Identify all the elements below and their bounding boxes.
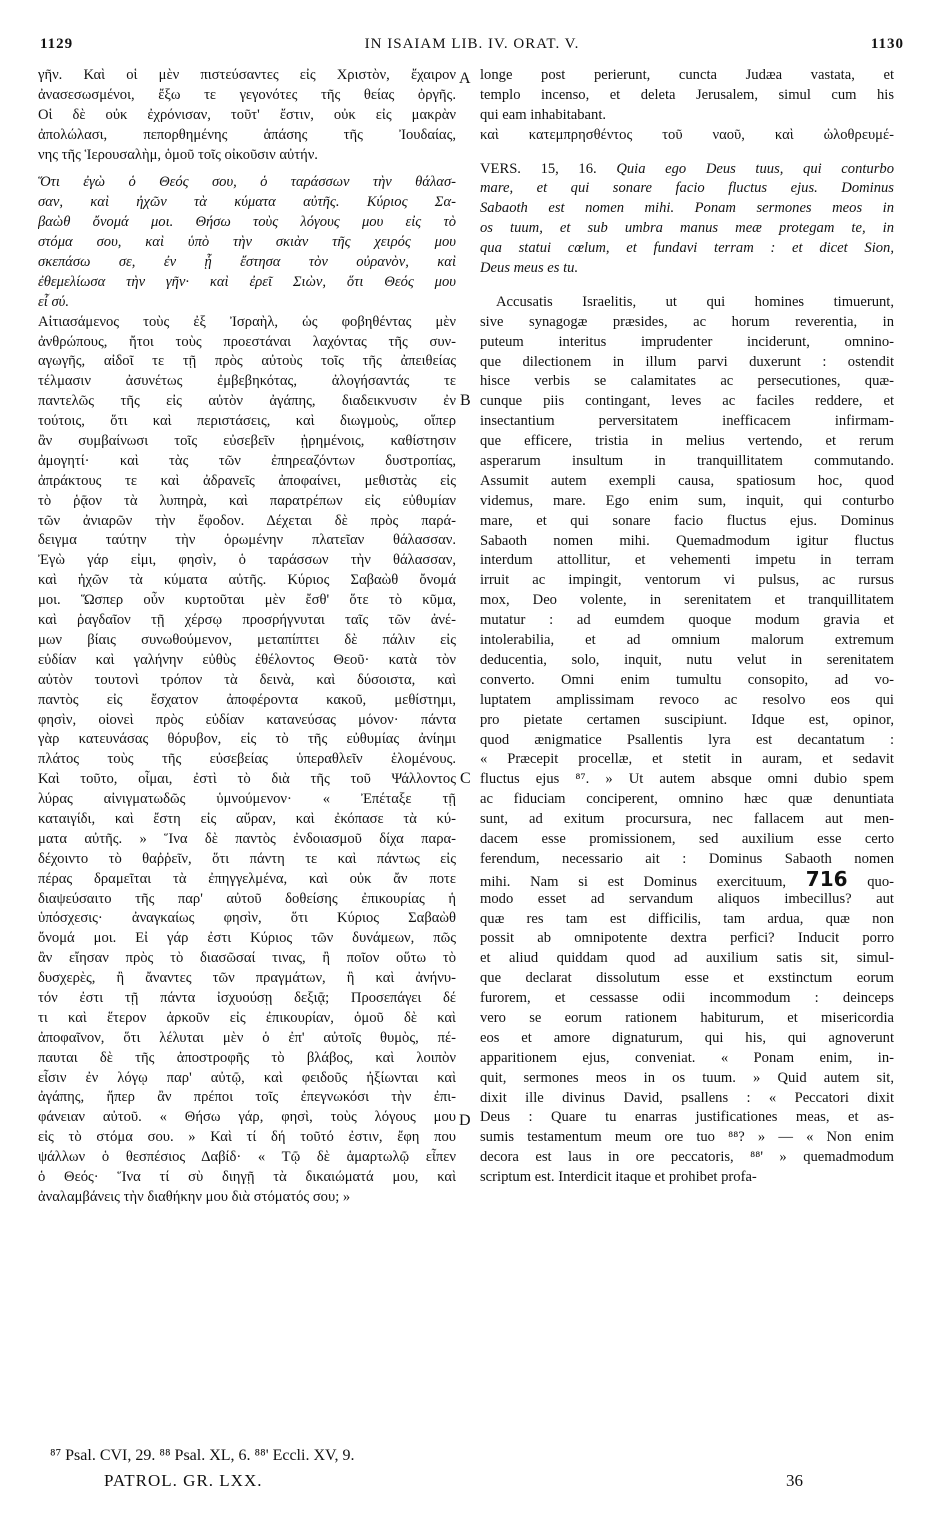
greek-line: στόμα σου, καὶ ὑπὸ τὴν σκιὰν τῆς χειρός μου xyxy=(38,234,456,251)
greek-line: ἀποφαῖνον, ὅτι λέλυται μὲν ὁ ἐπ' αὐτοῖς θυμὸς, πέ- xyxy=(38,1029,456,1046)
margin-marker-b: B xyxy=(460,392,471,409)
latin-body-line: possit ab omnipotente dextra perfici? Inducit porro xyxy=(480,930,894,947)
greek-line: δειγμα ταύτην τὴν ὁρωμένην πλατεῖαν θάλασσαν. xyxy=(38,532,456,549)
greek-line: εἶσιν ἐν λόγῳ παρ' αὐτῷ, καὶ φειδοῦς ἠξίωνται καὶ xyxy=(38,1069,456,1086)
greek-line: ψάλλων ὁ θεσπέσιος Δαβίδ· « Τῷ δὲ ἁμαρτωλῷ εἶπεν xyxy=(38,1149,456,1166)
greek-line: ἀνασεσωσμένοι, ἔξω τε γεγονότες τῆς θείας ὀργῆς. xyxy=(38,86,456,103)
greek-line: ἂν συμβαίνωσι τοῖς εὐσεβεῖν ᾑρημένοις, καθίστησιν xyxy=(38,433,456,450)
latin-body-line: et aliud quiddam quod ad auxilium satis sit, simul- xyxy=(480,950,894,967)
latin-body-line: sunt, ad exitum procursura, nec fallacem aut men- xyxy=(480,811,894,828)
greek-line: δέχοιντο τὸ θαῤῥεῖν, ὅτι πάντη τε καὶ πάντως εἰς xyxy=(38,850,456,867)
greek-line: ἀπράκτους τε καὶ ἀδρανεῖς ἀποφαίνει, μεθιστὰς εἰς xyxy=(38,472,456,489)
greek-line: εἰς τὸ στόμα σου. » Καὶ τί δή τοῦτό ἐστιν, ἔφη που xyxy=(38,1129,456,1146)
footnotes: ⁸⁷ Psal. CVI, 29. ⁸⁸ Psal. XL, 6. ⁸⁸' Eccli. XV, 9. xyxy=(50,1447,355,1464)
verse-text: Quia ego Deus tuus, qui conturbo xyxy=(616,160,894,177)
latin-body-line: quod ænigmatice Psallentis lyra est decantatum : xyxy=(480,731,894,748)
greek-line: πλάτος τοὺς τῆς εὐσεβείας ὑπεραθλεῖν ἑλομένους. xyxy=(38,751,456,768)
latin-body-line: converto. Omni enim tumultu consopito, ad vo- xyxy=(480,671,894,688)
greek-line: παντελῶς τῆς εἰς αὐτὸν ἀγάπης, διαδεικνυσιν ἐν xyxy=(38,393,456,410)
signature-mark: 36 xyxy=(786,1471,803,1490)
running-header xyxy=(40,36,904,62)
greek-line: πέρας δραμεῖται τὰ ἐπηγγελμένα, καὶ οὐκ ἄν ποτε xyxy=(38,870,456,887)
latin-verse-line: Sabaoth est nomen mihi. Ponam sermones meos in xyxy=(480,200,894,217)
greek-line: μοι. Ὥσπερ οὖν κυρτοῦται μὲν ἔσθ' ὅτε τὸ κῦμα, xyxy=(38,592,456,609)
latin-body-line: deducentia, solo, inquit, nutu velut in serenitatem xyxy=(480,651,894,668)
greek-line: ὁ Θεός· Ἵνα τί σὺ διηγῇ τὰ δικαιώματά μου, καὶ xyxy=(38,1168,456,1185)
greek-line: ὄνομά μοι. Εἰ γάρ ἐστι Κύριος τῶν δυνάμεων, πῶς xyxy=(38,930,456,947)
latin-body-line: Assumit autem exempli causa, spatiosum hoc, quod xyxy=(480,472,894,489)
latin-body-line: interdum attollitur, et vehementi impetu in terram xyxy=(480,552,894,569)
latin-body-line: quit, sermones meos in os tuum. » Quid autem sit, xyxy=(480,1069,894,1086)
latin-body-line: sive synagogæ præsides, ac horum reverentia, in xyxy=(480,313,894,330)
greek-line: μων βίαις συνωθούμενον, μεταπίπτει δὲ πάλιν εἰς xyxy=(38,631,456,648)
column-number: 716 xyxy=(805,869,848,890)
latin-intro-line: καὶ κατεμπρησθέντος τοῦ ναοῦ, καὶ ὠλοθρευμέ- xyxy=(480,126,894,143)
greek-line: ἀπολώλασι, πεπορθημένης ἁπάσης τῆς Ἰουδαίας, xyxy=(38,126,456,143)
series-label: PATROL. GR. LXX. xyxy=(104,1471,263,1490)
spacer xyxy=(480,146,894,160)
greek-line: ἀναλαμβάνεις τὴν διαθήκην μου διὰ στόματός σου; » xyxy=(38,1188,351,1205)
greek-line: παυται δὲ τῆς ἀποστροφῆς τὸ βλάβος, καὶ λοιπὸν xyxy=(38,1049,456,1066)
margin-marker-c: C xyxy=(460,770,471,787)
latin-body-line: ac fiduciam conciperent, omnino hæc quæ denuntiata xyxy=(480,791,894,808)
latin-body-line: modo esset ad servandum aliquos imbecillus? aut xyxy=(480,890,894,907)
latin-body-line: Deus : Quare tu enarras justificationes meas, et as- xyxy=(480,1109,894,1126)
margin-marker-d: D xyxy=(459,1112,471,1129)
greek-line: ἀμογητί· καὶ τὰς τῶν ἐπηρεαζόντων δυστροπίας, xyxy=(38,452,456,469)
greek-line: ματα αὐτῆς. » Ἵνα δὲ παντὸς ἐνδοιασμοῦ δίχα παρα- xyxy=(38,830,456,847)
greek-line: αγωγῆς, αἰδοῖ τε τῇ πρὸς αὐτοὺς τοῖς τῆς ἀπειθείας xyxy=(38,353,456,370)
greek-line: γὰρ κατευνάσας θόρυβον, εἰς τὸ τῆς εὐθυμίας ἀνίημι xyxy=(38,731,456,748)
latin-body-line: que declarat dissolutum esse et exstinctum eorum xyxy=(480,970,894,987)
greek-line: καταιγίδι, καὶ ἔστη εἰς αὔραν, καὶ ἐκόπασε τὰ κύ- xyxy=(38,810,456,827)
greek-line: ἂν εἴησαν πρὸς τὸ διασῶσαί τινας, ἢ ποῖον οὕτω τὸ xyxy=(38,950,456,967)
greek-line: εἶ σύ. xyxy=(38,293,69,310)
latin-body-line: irruit ac impingit, ventorum vi pulsus, ac rursus xyxy=(480,572,894,589)
latin-body-line: vero se eorum rationem habiturum, et misericordia xyxy=(480,1009,894,1026)
latin-body-line: puteum interitus imprudenter inciderunt, omnino- xyxy=(480,333,894,350)
greek-line: ἐθεμελίωσα τὴν γῆν· καὶ ἐρεῖ Σιὼν, ὅτι Θεός μου xyxy=(38,273,456,290)
latin-body-line: scriptum est. Interdicit itaque et prohibet profa- xyxy=(480,1169,757,1186)
latin-body-line: ferendum, necessario ait : Dominus Sabaoth nomen xyxy=(480,850,894,867)
latin-body-line: luptatem amplissimam revoco ac resolvo eos qui xyxy=(480,691,894,708)
greek-line: τι καὶ ἕτερον ἀρκοῦν εἰς ἐπικουρίαν, ὁμοῦ δὲ καὶ xyxy=(38,1009,456,1026)
latin-body-line: insectantium perversitatem inefficacem infirmam- xyxy=(480,413,894,430)
greek-line: τόν ἐστι τῇ πάντα ἰσχυούσῃ δεξιᾷ; Προσεπάγει δέ xyxy=(38,989,456,1006)
spacer xyxy=(480,279,894,293)
greek-line: φάνειαν αὐτοῦ. « Θήσω γάρ, φησὶ, τοὺς λόγους μου xyxy=(38,1109,456,1126)
greek-line: αὐτὸν τουτονὶ τρόπον τὰ δεινὰ, καὶ δύσοιστα, καὶ xyxy=(38,671,456,688)
greek-line: δυσχερὲς, ἢ ἄναντες τῶν πραγμάτων, ἢ καὶ ἀνήνυ- xyxy=(38,970,456,987)
latin-body-line: decora est laus in ore peccatoris, ⁸⁸' » quemadmodum xyxy=(480,1149,894,1166)
latin-verse-line: qua statui cœlum, et fundavi terram : et dicet Sion, xyxy=(480,240,894,257)
greek-line: ὑπόσχεσις· ἀναγκαίως φησὶν, ὅτι Κύριος Σαβαὼθ xyxy=(38,910,456,927)
latin-intro xyxy=(480,66,894,146)
greek-line: ἀνθρώπους, ἤτοι τοὺς προεστάναι λαχόντας τῆς συν- xyxy=(38,333,456,350)
latin-verse-line: os tuum, et sub umbra manus meæ protegam te, in xyxy=(480,220,894,237)
greek-line: Οἱ δὲ οὐκ ἐχρόνισαν, τοῦτ' ἔστιν, οὐκ εἰς μακρὰν xyxy=(38,106,456,123)
greek-line: νης τῆς Ἱερουσαλὴμ, ὁμοῦ τοῖς οἰκοῦσιν αὐτήν. xyxy=(38,146,318,163)
latin-body-line: cunque piis contingant, leves ac faciles reddere, et xyxy=(480,393,894,410)
greek-line: καὶ ἠχῶν τὰ κύματα αὐτῆς. Κύριος Σαβαὼθ ὄνομά xyxy=(38,572,456,589)
latin-body-line: mare, et qui sonare facio fluctus ejus. Dominus xyxy=(480,512,894,529)
spacer xyxy=(38,165,456,173)
latin-body-line: mutatur : ad eumdem quoque modum gravia et xyxy=(480,612,894,629)
latin-body-line: intolerabilia, et ad omnium malorum extremum xyxy=(480,632,894,649)
latin-body-line: mox, Deo volente, in serenitatem et tranquillitatem xyxy=(480,592,894,609)
latin-body-line: Accusatis Israelitis, ut qui homines timuerunt, xyxy=(496,293,894,310)
greek-line: παντὸς εἰς ἔσχατον ἀποφέροντα κακοῦ, μεθίστημι, xyxy=(38,691,456,708)
greek-line: τῶν ἀνιαρῶν τὴν ἔφοδον. Δέχεται δὲ πρὸς παρά- xyxy=(38,512,456,529)
latin-verse-line: Deus meus es tu. xyxy=(480,260,579,277)
greek-line: Ἐγὼ γάρ εἰμι, φησὶν, ὁ ταράσσων τὴν θάλασσαν, xyxy=(38,552,456,569)
greek-column xyxy=(38,66,456,1208)
latin-intro-line: qui eam inhabitabant. xyxy=(480,106,607,123)
latin-intro-line: longe post perierunt, cuncta Judæa vastata, et xyxy=(480,67,894,83)
latin-intro-line: templo incenso, et deleta Jerusalem, simul cum his xyxy=(480,86,894,103)
latin-verse xyxy=(480,160,894,279)
latin-body-line: que efficere, tristia in melius vertendo, et rerum xyxy=(480,433,894,450)
page-number-left: 1129 xyxy=(40,36,74,52)
latin-verse-line xyxy=(480,160,894,180)
latin-body-line: « Præcepit procellæ, et stetit in auram, et sedavit xyxy=(480,751,894,768)
verse-label: VERS. 15, 16. xyxy=(480,160,597,177)
greek-line: Ὅτι ἐγὼ ὁ Θεός σου, ὁ ταράσσων τὴν θάλασ- xyxy=(38,174,456,191)
latin-body-line: que dilectionem in illum parvi duxerunt : ostendit xyxy=(480,353,894,370)
greek-line: σαν, καὶ ἠχῶν τὰ κύματα αὐτῆς. Κύριος Σα- xyxy=(38,194,456,211)
latin-body-line: dixit ille divinus David, psallens : « Peccatori dixit xyxy=(480,1089,894,1106)
latin-body-line: mihi. Nam si est Dominus exercituum, 716 quo- xyxy=(480,870,894,890)
latin-body-line: sumis testamentum meum ore tuo ⁸⁸? » — « Non enim xyxy=(480,1129,894,1146)
latin-body-line: dacem esse promissionem, sed auxilium esse certo xyxy=(480,830,894,847)
running-title: IN ISAIAM LIB. IV. ORAT. V. xyxy=(364,36,580,52)
greek-line: φησὶν, οἱονεὶ πρὸς εὐδίαν κατανεύσας μόνον· πάντα xyxy=(38,711,456,728)
latin-column xyxy=(480,66,894,1188)
greek-line: Καὶ τοῦτο, οἶμαι, ἐστὶ τὸ διὰ τῆς τοῦ Ψάλλοντος xyxy=(38,771,456,788)
latin-body-line: hisce verbis se calamitates ac persecutiones, quæ- xyxy=(480,373,894,390)
latin-body-line: quæ res tam est difficilis, tam ardua, quæ non xyxy=(480,910,894,927)
greek-line: καὶ ῥαγδαῖον τῇ χέρσῳ προσρήγνυται ταῖς τῶν ἀνέ- xyxy=(38,612,456,629)
latin-verse-line: mare, et qui sonare facio fluctus ejus. Dominus xyxy=(480,180,894,197)
latin-body xyxy=(480,293,894,1188)
latin-body-line: videmus, mare. Ego enim sum, inquit, qui conturbo xyxy=(480,492,894,509)
latin-body-line: eos et amore dignaturum, qui his, qui agnoverunt xyxy=(480,1029,894,1046)
latin-body-line: Sabaoth nomen mihi. Quemadmodum igitur fluctus xyxy=(480,532,894,549)
latin-body-line: fluctus ejus ⁸⁷. » Ut autem absque omni dubio spem xyxy=(480,771,894,788)
greek-line: τέλμασιν ἀσυνέτως ἐμβεβηκότας, ἀλογήσαντάς τε xyxy=(38,373,456,390)
page-number-right: 1130 xyxy=(870,36,904,52)
column-number-continuation: quo- xyxy=(847,873,894,890)
margin-marker-a: A xyxy=(459,70,471,87)
greek-line: Αἰτιασάμενος τοὺς ἐξ Ἰσραὴλ, ὡς φοβηθέντας μὲν xyxy=(38,313,456,330)
greek-line: τούτοις, ὅτι καὶ περιστάσεις, καὶ διωγμοὺς, οἵπερ xyxy=(38,413,456,430)
greek-line: βαὼθ ὄνομά μοι. Θήσω τοὺς λόγους μου εἰς τὸ xyxy=(38,214,456,231)
greek-line: τὸ ῥᾷον τὰ λυπηρὰ, καὶ παρατρέπων εἰς εὐθυμίαν xyxy=(38,492,456,509)
greek-line: σκεπάσω σε, ἐν ᾗ ἔστησα τὸν οὐρανὸν, καὶ xyxy=(38,254,456,271)
greek-line: εὐδίαν καὶ γαλήνην εὐθὺς ἐθέλοντος Θεοῦ· κατὰ τὸν xyxy=(38,651,456,668)
greek-line: λύρας αἰνιγματωδῶς ὑμνούμενον· « Ἐπέταξε τῇ xyxy=(38,791,456,808)
latin-body-line: pro pietate certamen suscipiunt. Idque est, opinor, xyxy=(480,711,894,728)
latin-body-line: asperarum insultum in tranquillitatem commutando. xyxy=(480,453,894,470)
greek-line: γῆν. Καὶ οἱ μὲν πιστεύσαντες εἰς Χριστὸν, ἔχαιρον xyxy=(38,67,456,83)
latin-body-line: apparitionem ejus, conveniat. « Ponam enim, in- xyxy=(480,1049,894,1066)
greek-line: διαψεύσαιτο τῆς παρ' αὐτοῦ δοθείσης ἐπικουρίας ἡ xyxy=(38,890,456,907)
greek-line: ἀγάπης, ἥπερ ἂν πρέποι τοῖς ἐπεγνωκόσι τὴν ἐπι- xyxy=(38,1089,456,1106)
latin-body-line: furorem, et cessasse odii incommodum : deinceps xyxy=(480,990,894,1007)
